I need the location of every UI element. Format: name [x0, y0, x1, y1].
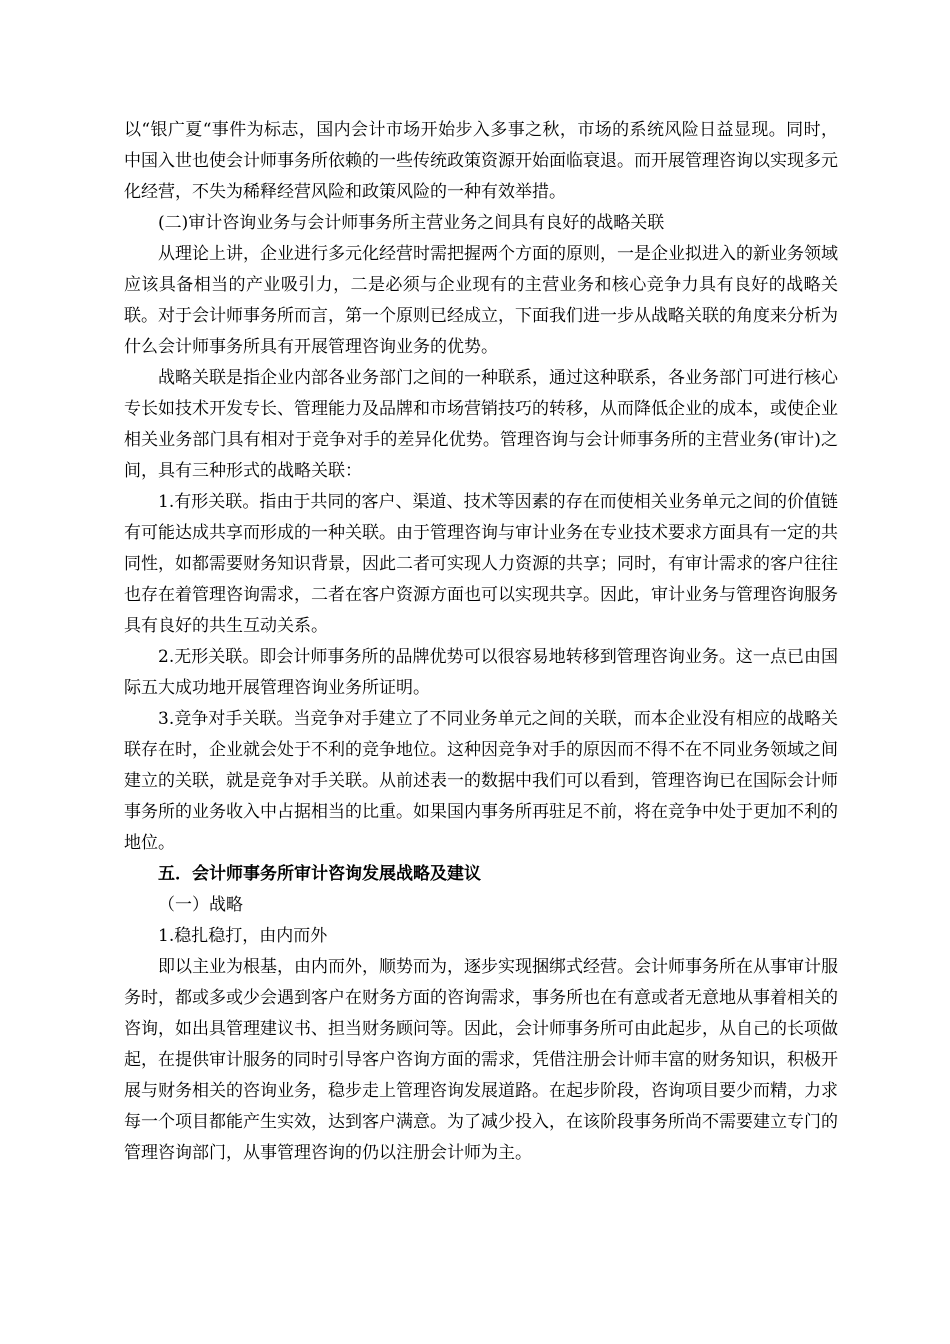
section-heading-five: 五．会计师事务所审计咨询发展战略及建议	[158, 864, 481, 884]
subsection-heading-strategic-link: (二)审计咨询业务与会计师事务所主营业务之间具有良好的战略关联	[158, 213, 665, 233]
paragraph-intangible-link: 2.无形关联。即会计师事务所的品牌优势可以很容易地转移到管理咨询业务。这一点已由国际五大成功地开展管理咨询业务所证明。	[124, 647, 838, 698]
paragraph-competitor-link: 3.竞争对手关联。当竞争对手建立了不同业务单元之间的关联，而本企业没有相应的战略关联存在时，企业就会处于不利的竞争地位。这种因竞争对手的原因而不得不在不同业务领域之间建立的关联，就是竞争对手关联。从前述表一的数据中我们可以看到，管理咨询已在国际会计师事务所的业务收入中占据相当的比重。如果国内事务所再驻足不前，将在竞争中处于更加不利的地位。	[124, 709, 838, 853]
paragraph-theory: 从理论上讲，企业进行多元化经营时需把握两个方面的原则，一是企业拟进入的新业务领域应该具备相当的产业吸引力，二是必须与企业现有的主营业务和核心竞争力具有良好的战略关联。对于会计师事务所而言，第一个原则已经成立，下面我们进一步从战略关联的角度来分析为什么会计师事务所具有开展管理咨询业务的优势。	[124, 244, 838, 357]
paragraph-continuation: 以“银广夏“事件为标志，国内会计市场开始步入多事之秋，市场的系统风险日益显现。同时，中国入世也使会计师事务所依赖的一些传统政策资源开始面临衰退。而开展管理咨询以实现多元化经营，不失为稀释经营风险和政策风险的一种有效举措。	[124, 120, 838, 202]
paragraph-tangible-link: 1.有形关联。指由于共同的客户、渠道、技术等因素的存在而使相关业务单元之间的价值链有可能达成共享而形成的一种关联。由于管理咨询与审计业务在专业技术要求方面具有一定的共同性，如都需要财务知识背景，因此二者可实现人力资源的共享；同时，有审计需求的客户往往也存在着管理咨询需求，二者在客户资源方面也可以实现共享。因此，审计业务与管理咨询服务具有良好的共生互动关系。	[124, 492, 838, 636]
paragraph-steady-approach: 即以主业为根基，由内而外，顺势而为，逐步实现捆绑式经营。会计师事务所在从事审计服务时，都或多或少会遇到客户在财务方面的咨询需求，事务所也在有意或者无意地从事着相关的咨询，如出具管理建议书、担当财务顾问等。因此，会计师事务所可由此起步，从自己的长项做起，在提供审计服务的同时引导客户咨询方面的需求，凭借注册会计师丰富的财务知识，积极开展与财务相关的咨询业务，稳步走上管理咨询发展道路。在起步阶段，咨询项目要少而精，力求每一个项目都能产生实效，达到客户满意。为了减少投入，在该阶段事务所尚不需要建立专门的管理咨询部门，从事管理咨询的仍以注册会计师为主。	[124, 957, 838, 1163]
document-page	[124, 115, 838, 1169]
item-heading-steady: 1.稳扎稳打，由内而外	[158, 926, 328, 946]
subsection-heading-strategy: （一）战略	[158, 895, 243, 915]
paragraph-strategic-link-definition: 战略关联是指企业内部各业务部门之间的一种联系，通过这种联系，各业务部门可进行核心专长如技术开发专长、管理能力及品牌和市场营销技巧的转移，从而降低企业的成本，或使企业相关业务部门具有相对于竞争对手的差异化优势。管理咨询与会计师事务所的主营业务(审计)之间，具有三种形式的战略关联：	[124, 368, 838, 481]
